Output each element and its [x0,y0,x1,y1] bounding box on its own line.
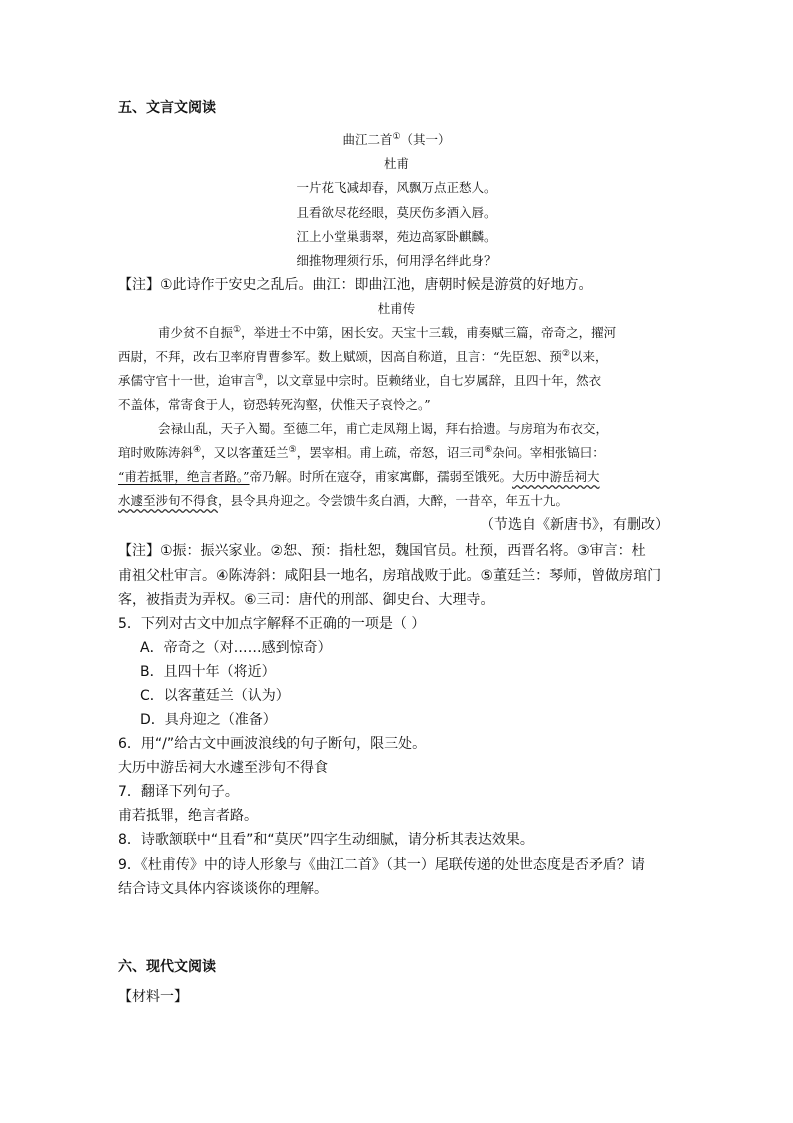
footnote-marker: ⑥ [484,444,493,455]
poem-title: 曲江二首①（其一） [342,131,451,147]
passage-line: 甫少贫不自振①，举进士不中第，困长安。天宝十三载，甫奏赋三篇，帝奇之，擢河 [158,324,617,340]
passage-line: “甫若抵罪，绝言者路。”帝乃解。时所在寇夺，甫家寓鄜，孺弱至饿死。大历中游岳祠大 [118,469,600,484]
q5-option-d: D．具舟迎之（准备） [140,712,277,728]
wavy-underlined-sentence: 大历中游岳祠大 [512,469,600,484]
question-6-stem: 6．用“/”给古文中画波浪线的句子断句，限三处。 [118,736,427,752]
question-8: 8．诗歌颔联中“且看”和“莫厌”四字生动细腻，请分析其表达效果。 [118,832,534,848]
section-heading-classical: 五、文言文阅读 [118,100,216,116]
question-7-stem: 7．翻译下列句子。 [118,784,239,800]
passage-line: 西尉，不拜，改右卫率府胄曹参军。数上赋颂，因高自称道，且言：“先臣恕、预②以来， [118,348,608,364]
passage-line: 不盖体，常寄食于人，窃恐转死沟壑，伏惟天子哀怜之。” [118,397,431,412]
footnote-line: 客，被指责为弄权。⑥三司：唐代的刑部、御史台、大理寺。 [118,592,495,608]
material-label: 【材料一】 [118,989,188,1005]
passage-line: 承儒守官十一世，迨审言③，以文章显中宗时。臣赖绪业，自七岁属辞，且四十年，然衣 [118,372,602,388]
passage-line: 会禄山乱，天子入蜀。至德二年，甫亡走凤翔上谒，拜右拾遗。与房琯为布衣交， [158,421,609,436]
question-9-line: 结合诗文具体内容谈谈你的理解。 [118,881,328,897]
poem-line: 一片花飞减却春，风飘万点正愁人。 [296,180,497,195]
poem-line: 细推物理须行乐，何用浮名绊此身？ [296,253,497,268]
footnote-marker: ① [233,324,242,335]
poem-note: 【注】①此诗作于安史之乱后。曲江：即曲江池，唐朝时候是游赏的好地方。 [118,277,593,293]
footnote-marker: ② [561,348,570,359]
poem-line: 江上小堂巢翡翠，苑边高冢卧麒麟。 [296,229,497,244]
question-6-text: 大历中游岳祠大水遽至涉旬不得食 [118,760,328,776]
poem-line: 且看欲尽花经眼，莫厌伤多酒入唇。 [296,205,497,220]
question-9-line: 9．《杜甫传》中的诗人形象与《曲江二首》（其一）尾联传递的处世态度是否矛盾？请 [118,857,645,873]
question-5-stem: 5．下列对古文中加点字解释不正确的一项是（ ） [118,616,426,632]
poem-author: 杜甫 [383,156,409,171]
footnote-line: 【注】①振：振兴家业。②恕、预：指杜恕，魏国官员。杜预，西晋名将。③审言：杜 [118,543,646,559]
footnote-line: 甫祖父杜审言。④陈涛斜：咸阳县一地名，房琯战败于此。⑤董廷兰：琴师，曾做房琯门 [118,568,662,584]
passage-line: 水遽至涉旬不得食，县令具舟迎之。令尝馈牛炙白酒，大醉，一昔卒，年五十九。 [118,493,569,508]
footnote-marker: ① [392,131,401,142]
q5-option-b: B．且四十年（将近） [140,664,276,680]
passage-title: 杜甫传 [377,301,416,316]
passage-line: 琯时败陈涛斜④，又以客董廷兰⑤，罢宰相。甫上疏，帝怒，诏三司⑥杂问。宰相张镐曰： [118,444,605,460]
underlined-sentence: “甫若抵罪，绝言者路。” [118,469,250,484]
footnote-marker: ⑤ [288,444,297,455]
section-heading-modern: 六、现代文阅读 [118,959,216,975]
passage-source: （节选自《新唐书》，有删改） [480,517,669,533]
footnote-marker: ④ [193,444,202,455]
q5-option-c: C．以客董廷兰（认为） [140,688,290,704]
wavy-underlined-sentence: 水遽至涉旬不得食 [118,493,219,508]
footnote-marker: ③ [255,372,264,383]
q5-option-a: A．帝奇之（对……感到惊奇） [140,640,332,656]
question-7-text: 甫若抵罪，绝言者路。 [118,808,258,824]
